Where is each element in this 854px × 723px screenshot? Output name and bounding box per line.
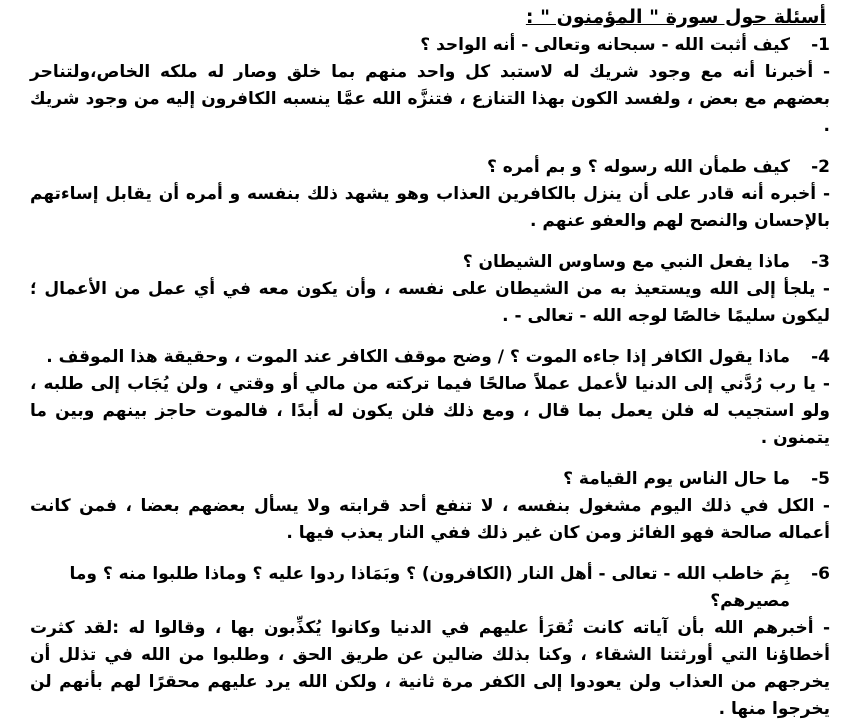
qa-item-5 — [30, 466, 830, 547]
qa-item-4 — [30, 344, 830, 452]
question-row — [30, 32, 830, 59]
qa-item-2 — [30, 154, 830, 235]
answer-text: - أخبره أنه قادر على أن ينزل بالكافرين العذاب وهو يشهد ذلك بنفسه و أمره أن يقابل إساءتهم بالإحسان والنصح لهم والعفو عنهم . — [30, 184, 830, 231]
question-row — [30, 154, 830, 181]
qa-item-1 — [30, 32, 830, 140]
question-text: ماذا يفعل النبي مع وساوس الشيطان ؟ — [462, 252, 790, 272]
question-text: كيف أثبت الله - سبحانه وتعالى - أنه الواحد ؟ — [420, 35, 790, 55]
question-number: -5 — [811, 469, 830, 489]
answer-text: - أخبرهم الله بأن آياته كانت تُقرَأ عليهم في الدنيا وكانوا يُكذِّبون بها ، وقالوا له :لقد كثرت أخطاؤنا التي أورثتنا الشقاء ، وكنا بذلك ضالين عن طريق الحق ، وطلبوا من الله في تذلل أن يخرجهم من العذاب ولن يعودوا إلى الكفر مرة ثانية ، ولكن الله يرد عليهم محقرًا لهم بأنهم لن يخرجوا منها . — [30, 618, 830, 719]
question-text: كيف طمأن الله رسوله ؟ و بم أمره ؟ — [486, 157, 790, 177]
question-number: -3 — [811, 252, 830, 272]
qa-item-3 — [30, 249, 830, 330]
question-row — [30, 561, 830, 615]
question-text: ما حال الناس يوم القيامة ؟ — [563, 469, 790, 489]
answer-text: - الكل في ذلك اليوم مشغول بنفسه ، لا تنفع أحد قرابته ولا يسأل بعضهم بعضا ، فمن كانت أعماله صالحة فهو الفائز ومن كان غير ذلك ففي النار يعذب فيها . — [30, 496, 830, 543]
answer-text: - يلجأ إلى الله ويستعيذ به من الشيطان على نفسه ، وأن يكون معه في أي عمل من الأعمال ؛ ليكون سليمًا خالصًا لوجه الله - تعالى - . — [30, 279, 830, 326]
worksheet-title: أسئلة حول سورة " المؤمنون " : — [525, 6, 826, 28]
question-number: -2 — [811, 157, 830, 177]
question-row — [30, 249, 830, 276]
answer-text: - يا رب رُدَّني إلى الدنيا لأعمل عملاً صالحًا فيما تركته من مالي أو وقتي ، ولن يُجَاب إلى طلبه ، ولو استجيب له فلن يعمل بما قال ، ومع ذلك فلن يكون له أبدًا ، فالموت حاجز بينهم وبين ما يتمنون . — [30, 374, 830, 448]
qa-item-6 — [30, 561, 830, 723]
question-number: -6 — [811, 564, 830, 584]
answer-text: - أخبرنا أنه مع وجود شريك له لاستبد كل واحد منهم بما خلق وصار له ملكه الخاص،ولتناحر بعضهم مع بعض ، ولفسد الكون بهذا التنازع ، فتنزَّه الله عمَّا ينسبه الكافرون إليه من وجود شريك . — [30, 62, 830, 136]
question-row — [30, 466, 830, 493]
question-text: ماذا يقول الكافر إذا جاءه الموت ؟ / وضح موقف الكافر عند الموت ، وحقيقة هذا الموقف . — [46, 347, 790, 367]
question-number: -1 — [811, 35, 830, 55]
question-text: بِمَ خاطب الله - تعالى - أهل النار (الكافرون) ؟ وبَمَاذا ردوا عليه ؟ وماذا طلبوا منه ؟ وما مصيرهم؟ — [69, 564, 790, 611]
question-row — [30, 344, 830, 371]
question-number: -4 — [811, 347, 830, 367]
